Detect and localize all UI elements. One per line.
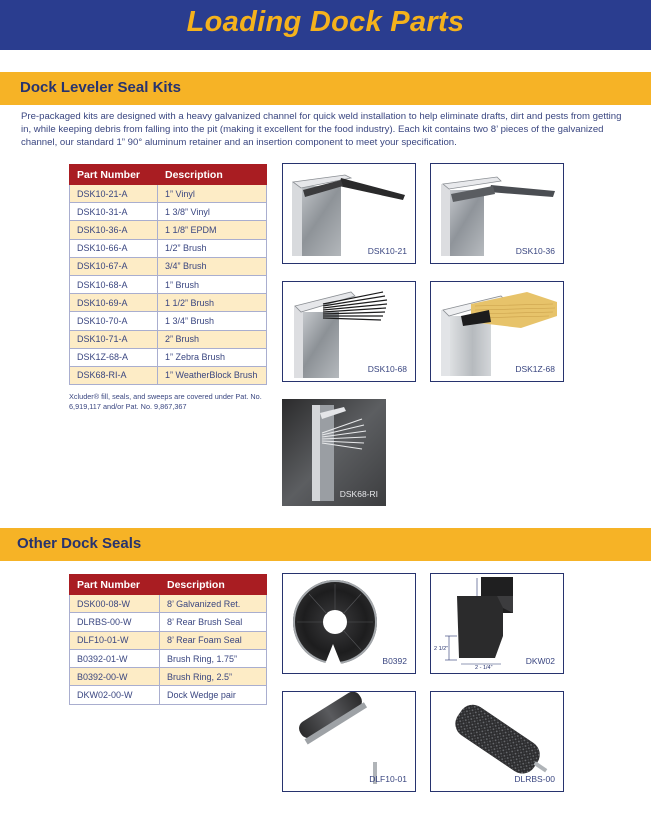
product-photo-dsk10-68 — [282, 281, 416, 382]
photo-caption: DLRBS-00 — [514, 774, 555, 784]
product-photo-b0392 — [282, 573, 416, 674]
product-photo-dsk1z-68 — [430, 281, 564, 382]
photo-caption: DSK10-21 — [367, 246, 407, 256]
table-row — [70, 294, 267, 312]
table-header-row — [70, 575, 267, 595]
dimension-label: 2 - 1/4” — [475, 665, 493, 671]
part-number-cell: DSK10-36-A — [70, 221, 158, 239]
table-row — [70, 686, 267, 704]
description-cell: 1” Zebra Brush — [158, 348, 267, 366]
column-header: Part Number — [70, 165, 158, 185]
part-number-cell: DSK68-RI-A — [70, 366, 158, 384]
section-title: Other Dock Seals — [17, 535, 142, 552]
table-row — [70, 257, 267, 275]
table-row — [70, 631, 267, 649]
description-cell: Brush Ring, 2.5” — [160, 668, 267, 686]
table-row — [70, 366, 267, 384]
page-title: Loading Dock Parts — [186, 6, 465, 38]
table-row — [70, 203, 267, 221]
description-cell: Dock Wedge pair — [160, 686, 267, 704]
part-number-cell: B0392-01-W — [70, 649, 160, 667]
table-row — [70, 613, 267, 631]
column-header: Description — [160, 575, 267, 595]
section-title: Dock Leveler Seal Kits — [20, 79, 181, 96]
description-cell: 1” WeatherBlock Brush — [158, 366, 267, 384]
part-number-cell: DSK10-69-A — [70, 294, 158, 312]
part-number-cell: DSK10-70-A — [70, 312, 158, 330]
table-row — [70, 348, 267, 366]
part-number-cell: B0392-00-W — [70, 668, 160, 686]
product-photo-dlrbs-00 — [430, 691, 564, 792]
part-number-cell: DSK10-66-A — [70, 239, 158, 257]
table-header-row — [70, 165, 267, 185]
part-number-cell: DLRBS-00-W — [70, 613, 160, 631]
table-row — [70, 275, 267, 293]
product-photo-dsk10-36 — [430, 163, 564, 264]
description-cell: 8’ Galvanized Ret. — [160, 595, 267, 613]
description-cell: 1 3/4” Brush — [158, 312, 267, 330]
other-seals-table — [69, 574, 267, 705]
part-number-cell: DSK00-08-W — [70, 595, 160, 613]
description-cell: 1 1/8” EPDM — [158, 221, 267, 239]
product-photo-dsk68-ri — [282, 399, 386, 506]
description-cell: 8’ Rear Foam Seal — [160, 631, 267, 649]
photo-caption: DKW02 — [525, 656, 555, 666]
part-number-cell: DSK10-68-A — [70, 275, 158, 293]
table-row — [70, 330, 267, 348]
description-cell: 8’ Rear Brush Seal — [160, 613, 267, 631]
photo-caption: DSK68-RI — [339, 489, 378, 499]
column-header: Part Number — [70, 575, 160, 595]
table-row — [70, 649, 267, 667]
patent-note: Xcluder® fill, seals, and sweeps are covered under Pat. No. 6,919,117 and/or Pat. No. 9,867,367 — [69, 392, 262, 411]
description-cell: 1/2” Brush — [158, 239, 267, 257]
product-photo-dkw02 — [430, 573, 564, 674]
description-cell: 1 1/2” Brush — [158, 294, 267, 312]
part-number-cell: DSK10-71-A — [70, 330, 158, 348]
table-row — [70, 239, 267, 257]
part-number-cell: DKW02-00-W — [70, 686, 160, 704]
table-row — [70, 185, 267, 203]
description-cell: Brush Ring, 1.75” — [160, 649, 267, 667]
table-row — [70, 595, 267, 613]
photo-caption: DSK1Z-68 — [515, 364, 555, 374]
product-photo-dlf10-01 — [282, 691, 416, 792]
seal-kits-table — [69, 164, 267, 385]
table-row — [70, 668, 267, 686]
section-header-seal-kits — [0, 72, 651, 105]
part-number-cell: DSK10-31-A — [70, 203, 158, 221]
part-number-cell: DSK1Z-68-A — [70, 348, 158, 366]
column-header: Description — [158, 165, 267, 185]
section-header-other-seals — [0, 528, 651, 561]
part-number-cell: DSK10-21-A — [70, 185, 158, 203]
description-cell: 1 3/8” Vinyl — [158, 203, 267, 221]
product-photo-dsk10-21 — [282, 163, 416, 264]
part-number-cell: DSK10-67-A — [70, 257, 158, 275]
photo-caption: DSK10-36 — [515, 246, 555, 256]
header-banner — [0, 0, 651, 50]
table-row — [70, 221, 267, 239]
description-cell: 2” Brush — [158, 330, 267, 348]
description-cell: 3/4” Brush — [158, 257, 267, 275]
photo-caption: DLF10-01 — [369, 774, 407, 784]
description-cell: 1” Vinyl — [158, 185, 267, 203]
photo-caption: B0392 — [382, 656, 407, 666]
intro-paragraph: Pre-packaged kits are designed with a heavy galvanized channel for quick weld installation to help eliminate drafts, dirt and pests from getting in, while keeping debris from falling into the pit (making it excellent for the food industry). Each kit contains two 8’ pieces of the galvanized channel, our standard 1” 90° aluminum retainer and an insertion component to meet your specification. — [21, 111, 622, 148]
photo-caption: DSK10-68 — [367, 364, 407, 374]
description-cell: 1” Brush — [158, 275, 267, 293]
table-row — [70, 312, 267, 330]
part-number-cell: DLF10-01-W — [70, 631, 160, 649]
dimension-label: 2 1/2” — [434, 646, 449, 652]
